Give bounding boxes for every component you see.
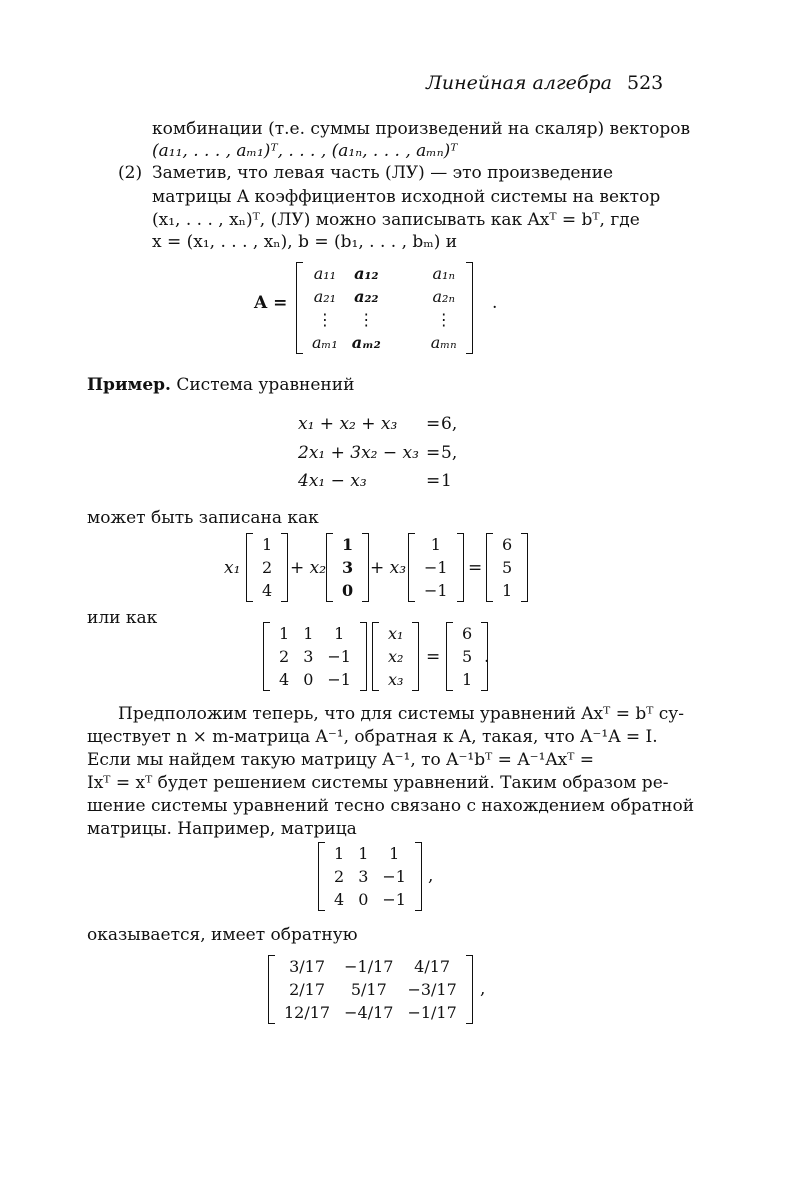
inverse-matrix-comma: , bbox=[480, 979, 486, 999]
matrix-cell: 3 bbox=[358, 867, 369, 886]
paragraph-line-2: ществует n × m-матрица A⁻¹, обратная к A, такая, что A⁻¹A = I. bbox=[87, 727, 658, 747]
matrix-a-cell: aₘ₂ bbox=[351, 333, 381, 352]
vector-cell: 5 bbox=[462, 647, 473, 666]
inverse-matrix bbox=[268, 955, 473, 1024]
vector-cell: 6 bbox=[462, 624, 473, 643]
matrix-form-equals: = bbox=[426, 647, 441, 667]
matrix-cell: −1 bbox=[382, 867, 406, 886]
matrix-cell: 4 bbox=[334, 890, 345, 909]
equation-2-rhs: 5, bbox=[441, 443, 458, 463]
equation-2-lhs: 2x₁ + 3x₂ − x₃ bbox=[298, 443, 419, 463]
matrix-cell: 1 bbox=[389, 844, 400, 863]
vector-cell: 1 bbox=[262, 535, 273, 554]
page-number: 523 bbox=[627, 72, 664, 94]
item2-line2: матрицы A коэффициентов исходной системы на вектор bbox=[152, 187, 661, 207]
vector-cell: 3 bbox=[342, 558, 354, 577]
item1-line2: (a₁₁, . . . , aₘ₁)ᵀ, . . . , (a₁ₙ, . . . , aₘₙ)ᵀ bbox=[152, 141, 458, 161]
vector-cell: 4 bbox=[262, 581, 273, 600]
vector-cell: x₂ bbox=[388, 647, 404, 666]
vector-1 bbox=[246, 533, 288, 602]
item1-line1: комбинации (т.е. суммы произведений на скаляр) векторов bbox=[152, 119, 691, 139]
matrix-cell: 4 bbox=[279, 670, 290, 689]
coefficient-matrix bbox=[263, 622, 367, 691]
vector-cell: 0 bbox=[342, 581, 354, 600]
matrix-cell: 4/17 bbox=[414, 957, 451, 976]
vector-cell: 1 bbox=[462, 670, 473, 689]
matrix-cell: 1 bbox=[303, 624, 314, 643]
vector-3 bbox=[408, 533, 464, 602]
matrix-a-cell: aₘ₁ bbox=[312, 333, 338, 352]
paragraph-line-3: Если мы найдем такую матрицу A⁻¹, то A⁻¹bᵀ = A⁻¹Axᵀ = bbox=[87, 750, 595, 770]
matrix-cell: 1 bbox=[334, 624, 345, 643]
matrix-cell: −3/17 bbox=[407, 980, 457, 999]
matrix-a-label: A = bbox=[254, 293, 288, 313]
matrix-cell: −1 bbox=[327, 670, 351, 689]
matrix-cell: 5/17 bbox=[350, 980, 387, 999]
vector-cell: 5 bbox=[502, 558, 513, 577]
can-write-text: может быть записана как bbox=[87, 508, 319, 528]
vector-2 bbox=[326, 533, 369, 602]
matrix-cell: −1/17 bbox=[344, 957, 394, 976]
example-label: Пример. bbox=[87, 375, 171, 395]
inverse-intro-text: оказывается, имеет обратную bbox=[87, 925, 358, 945]
vector-cell: 1 bbox=[430, 535, 441, 554]
matrix-cell: −1 bbox=[327, 647, 351, 666]
matrix-a-cell: aₘₙ bbox=[430, 333, 457, 352]
matrix-a-cell: a₂ₙ bbox=[432, 287, 455, 306]
paragraph-line-6: матрицы. Например, матрица bbox=[87, 819, 357, 839]
equation-3-lhs: 4x₁ − x₃ bbox=[298, 471, 367, 491]
vector-cell: 2 bbox=[262, 558, 273, 577]
equation-1-eq: = bbox=[426, 414, 441, 434]
paragraph-line-1: Предположим теперь, что для системы уравнений Axᵀ = bᵀ су- bbox=[118, 704, 685, 724]
matrix-a-period: . bbox=[492, 293, 498, 313]
paragraph-line-5: шение системы уравнений тесно связано с нахождением обратной bbox=[87, 796, 695, 816]
matrix-cell: 3/17 bbox=[289, 957, 326, 976]
matrix-a-cell: ⋮ bbox=[435, 310, 452, 329]
matrix-cell: 2 bbox=[279, 647, 290, 666]
matrix-a-cell: a₂₁ bbox=[313, 287, 337, 306]
vector-cell: 1 bbox=[502, 581, 513, 600]
equation-3-eq: = bbox=[426, 471, 441, 491]
vector-coef-x1: x₁ bbox=[224, 558, 241, 578]
matrix-cell: 1 bbox=[279, 624, 290, 643]
matrix-a bbox=[296, 262, 473, 354]
matrix-a-cell: a₁ₙ bbox=[432, 264, 455, 283]
matrix-a-cell: a₁₂ bbox=[354, 264, 379, 283]
matrix-a-cell: a₁₁ bbox=[313, 264, 337, 283]
matrix-cell: 1 bbox=[334, 844, 345, 863]
running-header-title: Линейная алгебра bbox=[426, 72, 612, 94]
matrix-cell: 12/17 bbox=[284, 1003, 331, 1022]
matrix-form-period: . bbox=[484, 647, 490, 667]
matrix-cell: 1 bbox=[358, 844, 369, 863]
vector-coef-x2: + x₂ bbox=[290, 558, 327, 578]
equation-3-rhs: 1 bbox=[441, 471, 452, 491]
matrix-cell: 0 bbox=[303, 670, 314, 689]
example-heading bbox=[87, 372, 354, 398]
equation-1-lhs: x₁ + x₂ + x₃ bbox=[298, 414, 398, 434]
equation-1-rhs: 6, bbox=[441, 414, 458, 434]
or-as-text: или как bbox=[87, 608, 158, 628]
example-matrix-comma: , bbox=[428, 866, 434, 886]
vector-cell: 6 bbox=[502, 535, 513, 554]
item2-marker: (2) bbox=[118, 163, 143, 183]
matrix-a-cell: a₂₂ bbox=[354, 287, 379, 306]
unknowns-vector bbox=[372, 622, 419, 691]
item2-line4: x = (x₁, . . . , xₙ), b = (b₁, . . . , bₘ) и bbox=[152, 232, 458, 252]
paragraph-line-4: Ixᵀ = xᵀ будет решением системы уравнений. Таким образом ре- bbox=[87, 773, 669, 793]
matrix-a-cell: ⋮ bbox=[358, 310, 375, 329]
rhs-vector bbox=[446, 622, 488, 691]
vector-cell: −1 bbox=[424, 558, 448, 577]
matrix-cell: −4/17 bbox=[344, 1003, 394, 1022]
matrix-cell: 2 bbox=[334, 867, 345, 886]
matrix-a-cell: ⋮ bbox=[316, 310, 333, 329]
vector-cell: x₁ bbox=[388, 624, 404, 643]
vector-cell: −1 bbox=[424, 581, 448, 600]
vector-cell: x₃ bbox=[388, 670, 404, 689]
matrix-cell: −1 bbox=[382, 890, 406, 909]
example-matrix bbox=[318, 842, 422, 911]
matrix-cell: 3 bbox=[303, 647, 314, 666]
vector-coef-x3: + x₃ bbox=[370, 558, 407, 578]
matrix-cell: 2/17 bbox=[289, 980, 326, 999]
item2-line3: (x₁, . . . , xₙ)ᵀ, (ЛУ) можно записывать как Axᵀ = bᵀ, где bbox=[152, 210, 640, 230]
vector-equals: = bbox=[468, 558, 483, 578]
item2-line1: Заметив, что левая часть (ЛУ) — это произведение bbox=[152, 163, 614, 183]
vector-cell: 1 bbox=[342, 535, 354, 554]
matrix-cell: −1/17 bbox=[407, 1003, 457, 1022]
equation-2-eq: = bbox=[426, 443, 441, 463]
matrix-cell: 0 bbox=[358, 890, 369, 909]
vector-rhs bbox=[486, 533, 528, 602]
example-heading-rest: Система уравнений bbox=[176, 375, 355, 395]
